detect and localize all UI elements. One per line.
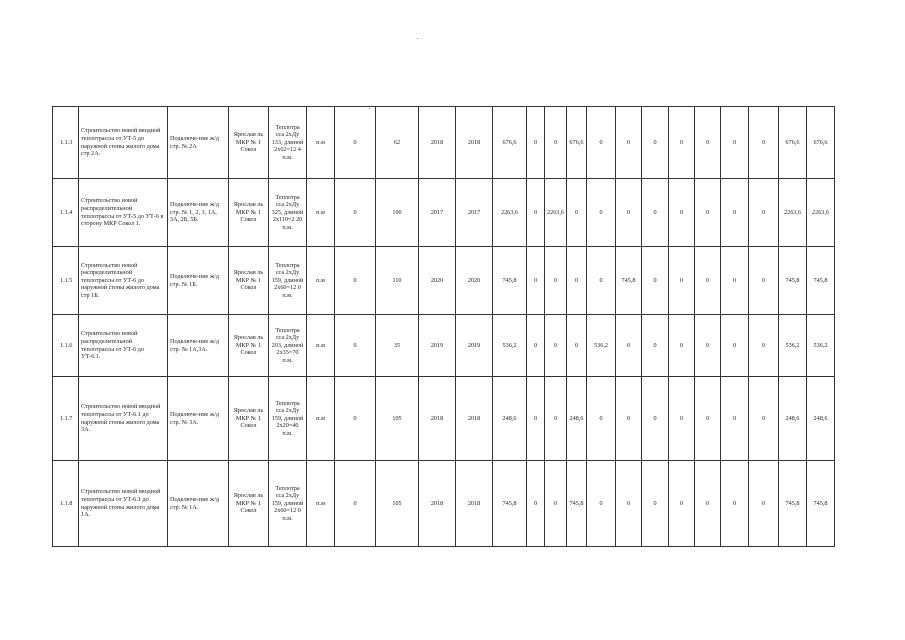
year-cost-cell: 2263,6	[545, 179, 567, 247]
year-cost-cell: 0	[545, 377, 567, 461]
total-cost-cell: 745,8	[493, 461, 527, 547]
end-year-cell: 2018	[456, 377, 493, 461]
parameters-cell: Теплотра сса 2хДу 325, длиной 2х110=2 20 п.м.	[269, 179, 307, 247]
year-cost-cell: 0	[749, 107, 779, 179]
purpose-cell: Подключе-ние ж/д стр. № 3А.	[168, 377, 229, 461]
year-cost-cell: 0	[567, 315, 587, 377]
unit-cell: п.м	[307, 179, 335, 247]
location-cell: Ярослав ль МКР № 1 Сокол	[229, 461, 269, 547]
value-cell: 0	[335, 377, 376, 461]
value-cell: 35	[376, 315, 419, 377]
year-cost-cell: 0	[721, 377, 749, 461]
year-cost-cell: 0	[545, 315, 567, 377]
value-cell: 110	[376, 247, 419, 315]
year-cost-cell: 0	[642, 461, 669, 547]
end-year-cell: 2019	[456, 315, 493, 377]
work-name-cell: Строительство новой вводной теплотрассы от УТ-6.1 до наружной стены жилого дома 3А.	[79, 377, 168, 461]
parameters-cell: Теплотра сса 2хДу 133, длиной 2х62=12 4 п.м.	[269, 107, 307, 179]
year-cost-cell: 0	[721, 179, 749, 247]
year-cost-cell: 0	[695, 461, 721, 547]
row-number-cell: 1.1.3	[53, 107, 79, 179]
value-cell: 62	[376, 107, 419, 179]
work-name-cell: Строительство новой распределительной теплотрассы от УТ-6 до наружной стены жилого дома стр 1Б.	[79, 247, 168, 315]
start-year-cell: 2020	[419, 247, 456, 315]
scan-speck	[417, 38, 418, 39]
purpose-cell: Подключе-ние ж/д стр. № 1, 2, 3, 1А, 3А, 2Б, 5Б.	[168, 179, 229, 247]
year-cost-cell: 0	[616, 179, 642, 247]
year-cost-cell: 745,8	[616, 247, 642, 315]
year-cost-cell: 0	[527, 315, 545, 377]
end-year-cell: 2020	[456, 247, 493, 315]
year-cost-cell: 0	[695, 315, 721, 377]
year-cost-cell: 0	[587, 179, 616, 247]
year-cost-cell: 0	[642, 107, 669, 179]
value-cell: 105	[376, 461, 419, 547]
year-cost-cell: 0	[527, 461, 545, 547]
purpose-cell: Подключе-ние ж/д стр. № 1Б.	[168, 247, 229, 315]
start-year-cell: 2018	[419, 461, 456, 547]
row-number-cell: 1.1.5	[53, 247, 79, 315]
row-number-cell: 1.1.6	[53, 315, 79, 377]
year-cost-cell: 0	[527, 377, 545, 461]
year-cost-cell: 0	[669, 377, 695, 461]
unit-cell: п.м	[307, 107, 335, 179]
total-cost-cell: 536,2	[493, 315, 527, 377]
table-row	[53, 247, 835, 315]
year-cost-cell: 0	[567, 247, 587, 315]
year-cost-cell: 0	[721, 315, 749, 377]
table-row	[53, 461, 835, 547]
total-cost-cell: 745,8	[493, 247, 527, 315]
parameters-cell: Теплотра сса 2хДу 159, длиной 2х60=12 0 п.м.	[269, 247, 307, 315]
year-cost-cell: 0	[695, 107, 721, 179]
year-cost-cell: 0	[749, 179, 779, 247]
end-year-cell: 2017	[456, 179, 493, 247]
year-cost-cell: 0	[695, 247, 721, 315]
year-cost-cell: 0	[669, 315, 695, 377]
value-cell: 0	[335, 247, 376, 315]
unit-cell: п.м	[307, 461, 335, 547]
year-cost-cell: 0	[642, 247, 669, 315]
year-cost-cell: 745,8	[567, 461, 587, 547]
unit-cell: п.м	[307, 377, 335, 461]
unit-cell: п.м	[307, 247, 335, 315]
value-cell: 0	[335, 107, 376, 179]
parameters-cell: Теплотра сса 2хДу 159, длиной 2х60=12 0 п.м.	[269, 461, 307, 547]
sum-cost-cell: 2263,6	[779, 179, 807, 247]
year-cost-cell: 0	[669, 107, 695, 179]
end-year-cell: 2018	[456, 461, 493, 547]
works-table	[52, 106, 835, 547]
year-cost-cell: 0	[721, 247, 749, 315]
year-cost-cell: 0	[642, 315, 669, 377]
final-cost-cell: 536,2	[807, 315, 835, 377]
purpose-cell: Подключе-ние ж/д стр. № 2А	[168, 107, 229, 179]
value-cell: 0	[335, 461, 376, 547]
year-cost-cell: 0	[545, 107, 567, 179]
sum-cost-cell: 248,6	[779, 377, 807, 461]
year-cost-cell: 0	[616, 107, 642, 179]
location-cell: Ярослав ль МКР № 1 Сокол	[229, 247, 269, 315]
sum-cost-cell: 745,8	[779, 461, 807, 547]
year-cost-cell: 248,6	[567, 377, 587, 461]
row-number-cell: 1.1.8	[53, 461, 79, 547]
parameters-cell: Теплотра сса 2хДу 159, длиной 2х20=40 п.м.	[269, 377, 307, 461]
year-cost-cell: 0	[616, 377, 642, 461]
sum-cost-cell: 745,8	[779, 247, 807, 315]
table-row	[53, 179, 835, 247]
year-cost-cell: 0	[527, 179, 545, 247]
year-cost-cell: 0	[616, 315, 642, 377]
table-row	[53, 107, 835, 179]
total-cost-cell: 2263,6	[493, 179, 527, 247]
year-cost-cell: 0	[545, 247, 567, 315]
location-cell: Ярослав ль МКР № 1 Сокол	[229, 377, 269, 461]
year-cost-cell: 0	[527, 247, 545, 315]
table-row	[53, 377, 835, 461]
year-cost-cell: 0	[616, 461, 642, 547]
value-cell: 105	[376, 377, 419, 461]
year-cost-cell: 0	[669, 461, 695, 547]
total-cost-cell: 676,6	[493, 107, 527, 179]
value-cell: 0	[335, 179, 376, 247]
start-year-cell: 2017	[419, 179, 456, 247]
work-name-cell: Строительство новой распределительной теплотрассы от УТ-5 до УТ-6 в сторону МКР Сокол 1.	[79, 179, 168, 247]
unit-cell: п.м	[307, 315, 335, 377]
row-number-cell: 1.1.7	[53, 377, 79, 461]
location-cell: Ярослав ль МКР № 1 Сокол	[229, 315, 269, 377]
final-cost-cell: 745,8	[807, 461, 835, 547]
year-cost-cell: 0	[695, 179, 721, 247]
table-row	[53, 315, 835, 377]
final-cost-cell: 745,8	[807, 247, 835, 315]
year-cost-cell: 0	[545, 461, 567, 547]
year-cost-cell: 0	[695, 377, 721, 461]
start-year-cell: 2019	[419, 315, 456, 377]
year-cost-cell: 0	[669, 247, 695, 315]
year-cost-cell: 0	[567, 179, 587, 247]
purpose-cell: Подключе-ние ж/д стр. № 1А.	[168, 461, 229, 547]
location-cell: Ярослав ль МКР № 1 Сокол	[229, 107, 269, 179]
year-cost-cell: 0	[587, 247, 616, 315]
start-year-cell: 2018	[419, 377, 456, 461]
purpose-cell: Подключе-ние ж/д стр. № 1А,3А.	[168, 315, 229, 377]
year-cost-cell: 0	[587, 461, 616, 547]
value-cell: 100	[376, 179, 419, 247]
sum-cost-cell: 676,6	[779, 107, 807, 179]
year-cost-cell: 0	[642, 377, 669, 461]
year-cost-cell: 0	[587, 377, 616, 461]
year-cost-cell: 536,2	[587, 315, 616, 377]
year-cost-cell: 0	[749, 247, 779, 315]
start-year-cell: 2018	[419, 107, 456, 179]
year-cost-cell: 676,6	[567, 107, 587, 179]
sum-cost-cell: 536,2	[779, 315, 807, 377]
work-name-cell: Строительство новой распределительной теплотрассы от УТ-6 до УТ-6.1.	[79, 315, 168, 377]
work-name-cell: Строительство новой вводной теплотрассы от УТ-5 до наружной стены жилого дома стр 2А.	[79, 107, 168, 179]
final-cost-cell: 2263,6	[807, 179, 835, 247]
year-cost-cell: 0	[749, 315, 779, 377]
end-year-cell: 2018	[456, 107, 493, 179]
year-cost-cell: 0	[749, 461, 779, 547]
row-number-cell: 1.1.4	[53, 179, 79, 247]
location-cell: Ярослав ль МКР № 1 Сокол	[229, 179, 269, 247]
final-cost-cell: 676,6	[807, 107, 835, 179]
year-cost-cell: 0	[721, 107, 749, 179]
year-cost-cell: 0	[527, 107, 545, 179]
parameters-cell: Теплотра сса 2хДу 203, длиной 2х35=70 п.м.	[269, 315, 307, 377]
final-cost-cell: 248,6	[807, 377, 835, 461]
year-cost-cell: 0	[669, 179, 695, 247]
value-cell: 0	[335, 315, 376, 377]
year-cost-cell: 0	[642, 179, 669, 247]
year-cost-cell: 0	[721, 461, 749, 547]
total-cost-cell: 248,6	[493, 377, 527, 461]
year-cost-cell: 0	[749, 377, 779, 461]
work-name-cell: Строительство новой вводной теплотрассы от УТ-6.1 до наружной стены жилого дома 1А.	[79, 461, 168, 547]
year-cost-cell: 0	[587, 107, 616, 179]
